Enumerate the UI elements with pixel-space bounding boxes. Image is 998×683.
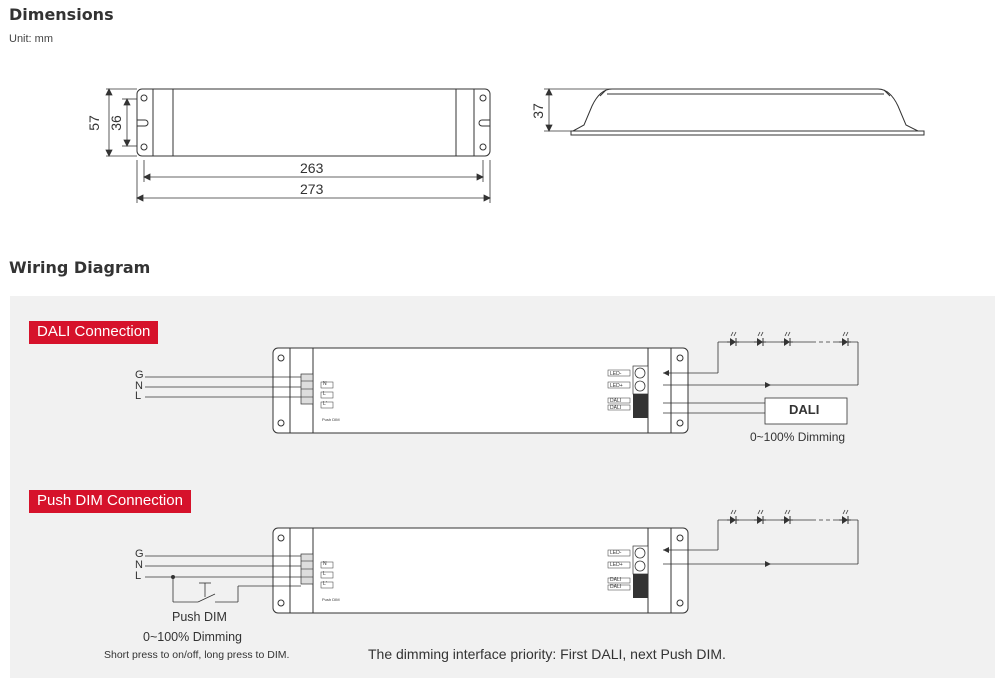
dali-dimming-caption: 0~100% Dimming [750,430,846,444]
push-out-4: DALI [610,584,622,590]
dim-273: 273 [300,181,324,197]
dali-terminal-g: G [135,369,144,381]
dali-connection-badge: DALI Connection [29,321,158,344]
push-terminal-l: L [135,570,142,582]
push-dimming-caption: 0~100% Dimming [143,630,243,644]
unit-label: Unit: mm [9,33,53,45]
dim-263: 263 [300,160,324,176]
dali-in-l: L [323,391,326,397]
dim-57: 57 [85,115,102,131]
push-out-1: LED- [610,550,622,556]
dali-in-l2: L' [323,401,327,407]
dali-out-2: LED+ [610,383,623,389]
push-in-l2: L' [323,581,327,587]
push-in-l: L [323,571,326,577]
dali-controller-label: DALI [789,402,820,417]
priority-note: The dimming interface priority: First DALI, next Push DIM. [368,646,726,662]
dali-terminal-l: L [135,390,142,402]
dali-out-3: DALI [610,398,622,404]
dali-out-1: LED- [610,371,622,377]
push-switch-label: Push DIM [172,610,227,624]
push-terminal-n: N [135,559,143,571]
push-press-note: Short press to on/off, long press to DIM. [104,649,290,661]
dim-37: 37 [529,103,546,119]
push-terminal-g: G [135,548,144,560]
dali-out-4: DALI [610,405,622,411]
dim-36: 36 [107,115,124,131]
dali-in-n: N [323,381,327,387]
push-push-small: Push DIM [322,597,340,602]
push-in-n: N [323,561,327,567]
dali-push-small: Push DIM [322,417,340,422]
push-out-2: LED+ [610,562,623,568]
dimensions-heading: Dimensions [9,5,114,24]
dali-terminal-n: N [135,380,143,392]
push-out-3: DALI [610,577,622,583]
push-dim-connection-badge: Push DIM Connection [29,490,191,513]
wiring-heading: Wiring Diagram [9,258,151,277]
